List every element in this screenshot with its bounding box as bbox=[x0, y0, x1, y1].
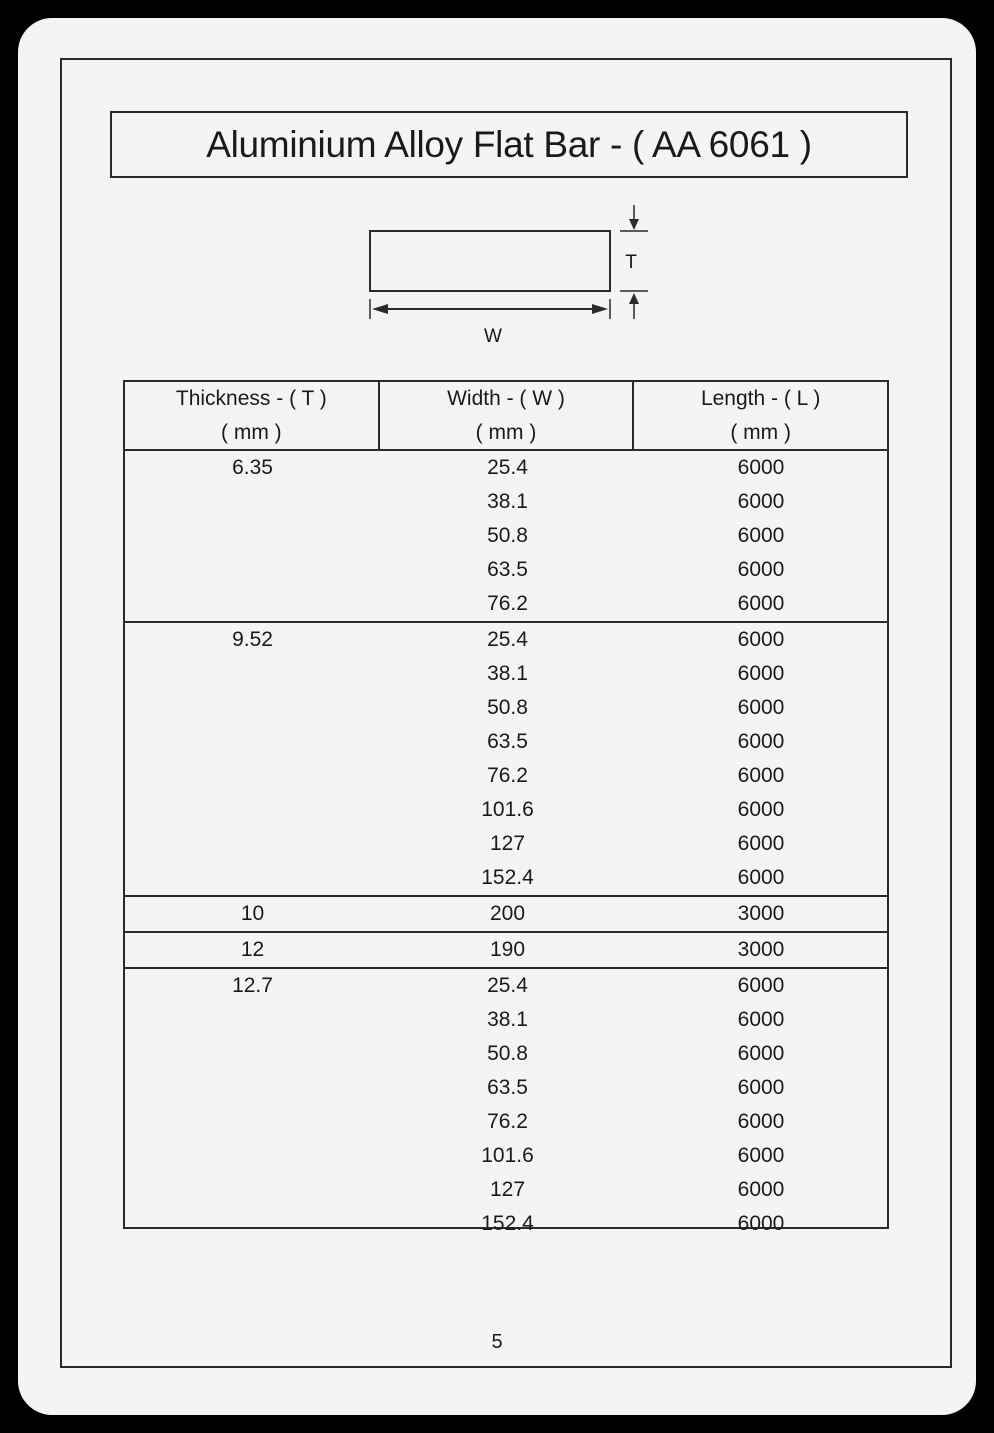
table-row bbox=[380, 793, 887, 827]
length-cell: 6000 bbox=[737, 1076, 785, 1099]
table-row bbox=[380, 725, 887, 759]
length-cell: 6000 bbox=[737, 832, 785, 855]
width-cell: 76.2 bbox=[487, 592, 528, 615]
group-rows bbox=[380, 623, 887, 895]
table-row bbox=[380, 1037, 887, 1071]
width-label: W bbox=[484, 326, 502, 347]
length-cell: 6000 bbox=[737, 628, 785, 651]
width-cell: 101.6 bbox=[481, 798, 534, 821]
width-cell: 127 bbox=[489, 832, 526, 855]
width-cell: 38.1 bbox=[487, 662, 528, 685]
thickness-cell: 6.35 bbox=[232, 456, 273, 479]
width-cell: 76.2 bbox=[487, 764, 528, 787]
width-cell: 50.8 bbox=[487, 524, 528, 547]
width-cell: 38.1 bbox=[487, 490, 528, 513]
thickness-cell: 9.52 bbox=[232, 628, 273, 651]
width-arrow-left-icon bbox=[372, 304, 388, 314]
width-cell: 63.5 bbox=[487, 558, 528, 581]
group-rows bbox=[380, 933, 887, 967]
table-row bbox=[380, 969, 887, 1003]
length-cell: 6000 bbox=[737, 1178, 785, 1201]
width-cell: 25.4 bbox=[487, 628, 528, 651]
document-page bbox=[18, 18, 976, 1415]
length-cell: 6000 bbox=[737, 866, 785, 889]
table-row bbox=[380, 587, 887, 621]
table-row bbox=[380, 1105, 887, 1139]
thickness-group bbox=[125, 623, 887, 897]
width-arrow-right-icon bbox=[592, 304, 608, 314]
thickness-arrow-down-icon bbox=[629, 219, 639, 230]
length-cell: 3000 bbox=[737, 902, 785, 925]
table-row bbox=[380, 1003, 887, 1037]
thickness-group bbox=[125, 451, 887, 623]
width-cell: 200 bbox=[489, 902, 526, 925]
table-row bbox=[380, 485, 887, 519]
length-cell: 6000 bbox=[737, 696, 785, 719]
header-thickness-unit: ( mm ) bbox=[221, 420, 282, 444]
length-cell: 6000 bbox=[737, 490, 785, 513]
length-cell: 6000 bbox=[737, 764, 785, 787]
length-cell: 6000 bbox=[737, 798, 785, 821]
thickness-arrow-up-icon bbox=[629, 293, 639, 304]
table-row bbox=[380, 553, 887, 587]
thickness-group bbox=[125, 969, 887, 1241]
length-cell: 6000 bbox=[737, 1144, 785, 1167]
table-row bbox=[380, 897, 887, 931]
header-width-label: Width - ( W ) bbox=[447, 386, 565, 410]
table-row bbox=[380, 657, 887, 691]
table-row bbox=[380, 933, 887, 967]
table-row bbox=[380, 1139, 887, 1173]
table-row bbox=[380, 691, 887, 725]
length-cell: 6000 bbox=[737, 1008, 785, 1031]
width-cell: 25.4 bbox=[487, 974, 528, 997]
length-cell: 6000 bbox=[737, 1042, 785, 1065]
length-cell: 6000 bbox=[737, 1212, 785, 1235]
header-width bbox=[378, 382, 633, 449]
width-cell: 63.5 bbox=[487, 730, 528, 753]
width-cell: 63.5 bbox=[487, 1076, 528, 1099]
length-cell: 3000 bbox=[737, 938, 785, 961]
length-cell: 6000 bbox=[737, 1110, 785, 1133]
length-cell: 6000 bbox=[737, 456, 785, 479]
bar-cross-section bbox=[370, 231, 610, 291]
header-width-unit: ( mm ) bbox=[475, 420, 537, 444]
width-cell: 76.2 bbox=[487, 1110, 528, 1133]
table-row bbox=[380, 1071, 887, 1105]
table-row bbox=[380, 451, 887, 485]
thickness-label: T bbox=[625, 252, 637, 273]
thickness-cell: 12 bbox=[240, 938, 265, 961]
width-cell: 25.4 bbox=[487, 456, 528, 479]
length-cell: 6000 bbox=[737, 592, 785, 615]
thickness-cell: 10 bbox=[240, 902, 265, 925]
length-cell: 6000 bbox=[737, 524, 785, 547]
width-cell: 152.4 bbox=[481, 1212, 534, 1235]
width-cell: 50.8 bbox=[487, 696, 528, 719]
width-cell: 38.1 bbox=[487, 1008, 528, 1031]
width-cell: 190 bbox=[489, 938, 526, 961]
thickness-group bbox=[125, 933, 887, 969]
length-cell: 6000 bbox=[737, 558, 785, 581]
table-row bbox=[380, 623, 887, 657]
group-rows bbox=[380, 969, 887, 1241]
width-cell: 50.8 bbox=[487, 1042, 528, 1065]
table-header bbox=[125, 382, 887, 451]
table-body bbox=[125, 451, 887, 1241]
table-row bbox=[380, 519, 887, 553]
header-length-unit: ( mm ) bbox=[730, 420, 791, 444]
header-thickness bbox=[125, 382, 378, 449]
title-box bbox=[110, 111, 908, 178]
table-row bbox=[380, 1207, 887, 1241]
thickness-cell: 12.7 bbox=[232, 974, 273, 997]
thickness-group bbox=[125, 897, 887, 933]
page-title: Aluminium Alloy Flat Bar - ( AA 6061 ) bbox=[206, 123, 812, 165]
table-row bbox=[380, 759, 887, 793]
header-thickness-label: Thickness - ( T ) bbox=[175, 386, 327, 410]
group-rows bbox=[380, 897, 887, 931]
width-cell: 152.4 bbox=[481, 866, 534, 889]
table-row bbox=[380, 1173, 887, 1207]
table-row bbox=[380, 861, 887, 895]
length-cell: 6000 bbox=[737, 730, 785, 753]
header-length bbox=[632, 382, 887, 449]
flat-bar-diagram bbox=[348, 203, 668, 353]
group-rows bbox=[380, 451, 887, 621]
table-row bbox=[380, 827, 887, 861]
flat-bar-table bbox=[123, 380, 889, 1235]
width-cell: 127 bbox=[489, 1178, 526, 1201]
header-length-label: Length - ( L ) bbox=[700, 386, 821, 410]
width-cell: 101.6 bbox=[481, 1144, 534, 1167]
page-number: 5 bbox=[491, 1331, 503, 1353]
length-cell: 6000 bbox=[737, 662, 785, 685]
length-cell: 6000 bbox=[737, 974, 785, 997]
